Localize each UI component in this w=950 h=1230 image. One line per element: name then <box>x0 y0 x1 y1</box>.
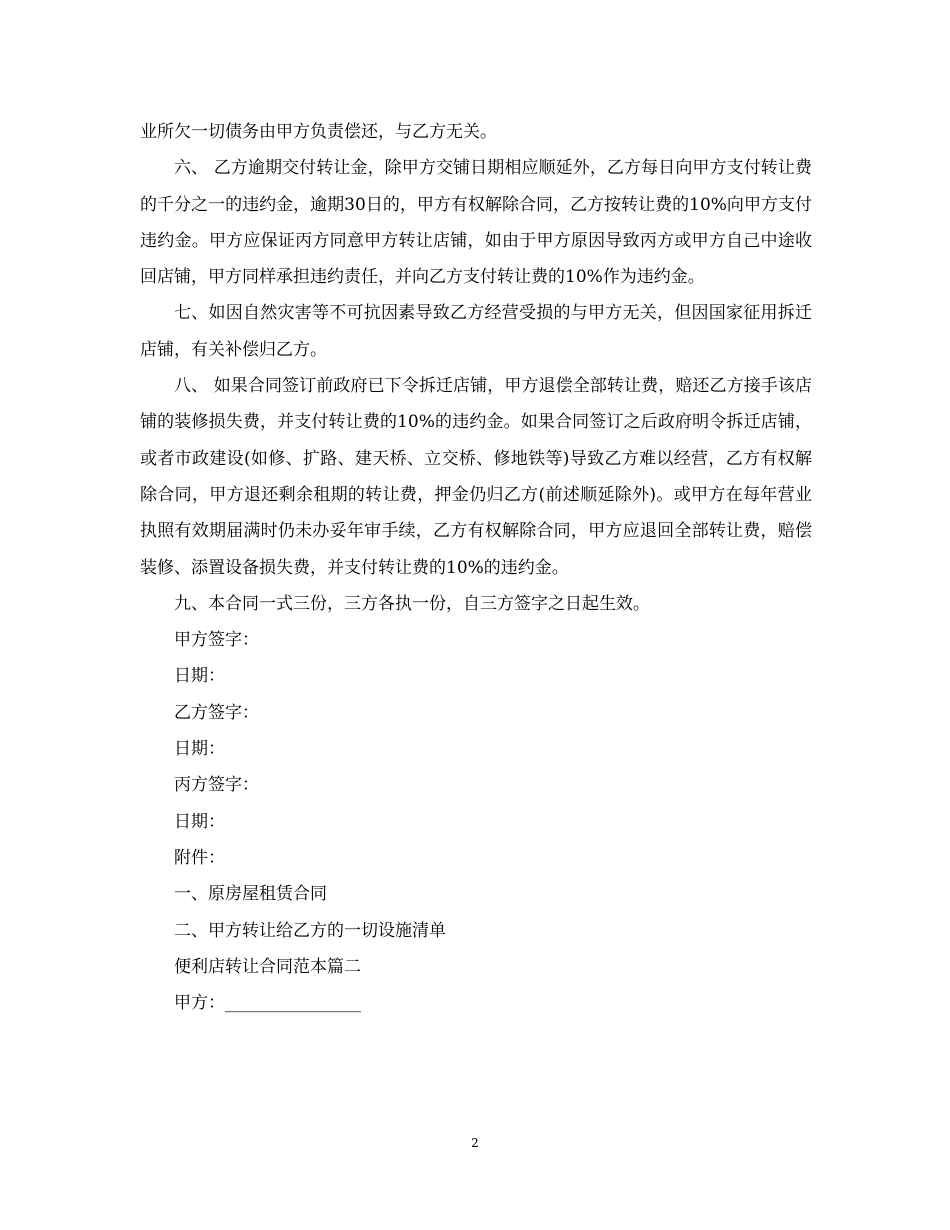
party-a-field-line: 甲方：________________ <box>174 993 361 1014</box>
attachment-item-2: 二、甲方转让给乙方的一切设施清单 <box>174 920 446 941</box>
document-body <box>140 114 812 1021</box>
party-b-signature-line: 乙方签字： <box>174 702 259 723</box>
paragraph-debt-clause: 业所欠一切债务由甲方负责偿还，与乙方无关。 <box>140 122 497 142</box>
paragraph-clause-nine: 九、本合同一式三份，三方各执一份，自三方签字之日起生效。 <box>174 593 650 614</box>
paragraph-clause-eight: 八、 如果合同签订前政府已下令拆迁店铺，甲方退偿全部转让费，赔还乙方接手该店铺的装修损失费，并支付转让费的10%的违约金。如果合同签订之后政府明令拆迁店铺，或者市政建设(如修、扩路、建天桥、立交桥、修地铁等)导致乙方难以经营，乙方有权解除合同，甲方退还剩余租期的转让费，押金仍归乙方(前述顺延除外)。或甲方在每年营业执照有效期届满时仍未办妥年审手续，乙方有权解除合同，甲方应退回全部转让费，赔偿装修、添置设备损失费，并支付转让费的10%的违约金。 <box>140 376 812 578</box>
party-a-date-line: 日期： <box>174 666 225 687</box>
party-a-signature-line: 甲方签字： <box>174 630 259 651</box>
section-title-template-two: 便利店转让合同范本篇二 <box>174 956 361 977</box>
paragraph-clause-seven: 七、如因自然灾害等不可抗因素导致乙方经营受损的与甲方无关，但因国家征用拆迁店铺，有关补偿归乙方。 <box>140 303 812 360</box>
party-c-signature-line: 丙方签字： <box>174 775 259 796</box>
attachment-item-1: 一、原房屋租赁合同 <box>174 884 327 905</box>
party-b-date-line: 日期： <box>174 739 225 760</box>
paragraph-clause-six: 六、 乙方逾期交付转让金，除甲方交铺日期相应顺延外，乙方每日向甲方支付转让费的千分之一的违约金，逾期30日的，甲方有权解除合同，乙方按转让费的10%向甲方支付违约金。甲方应保证丙方同意甲方转让店铺，如由于甲方原因导致丙方或甲方自己中途收回店铺，甲方同样承担违约责任，并向乙方支付转让费的10%作为违约金。 <box>140 158 812 288</box>
page-number: 2 <box>471 1136 479 1150</box>
attachments-heading: 附件： <box>174 847 225 868</box>
party-c-date-line: 日期： <box>174 811 225 832</box>
